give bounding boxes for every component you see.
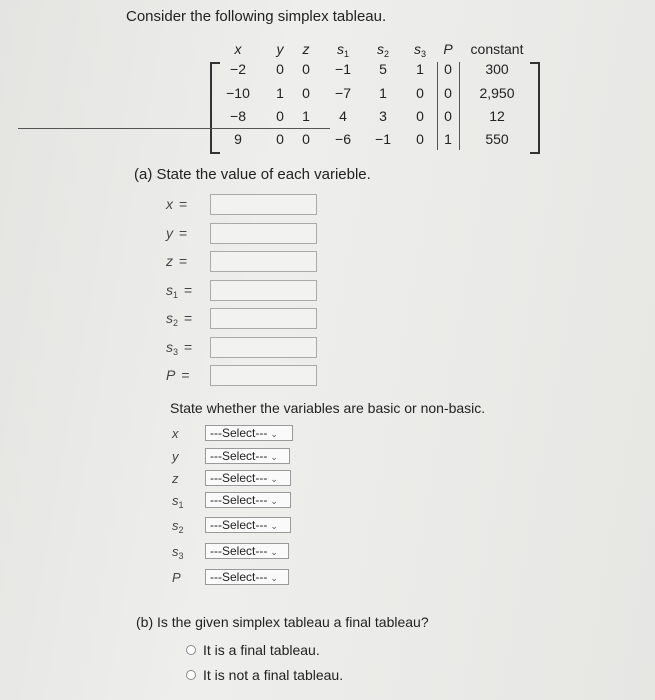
- value-input-s3[interactable]: [210, 337, 317, 358]
- tableau-cell: 12: [489, 108, 505, 124]
- value-input-y[interactable]: [210, 223, 317, 244]
- tableau-header-constant: [462, 41, 532, 57]
- tableau-cell: −10: [226, 85, 250, 101]
- header-name: s: [376, 41, 384, 57]
- tableau-objective-divider: [18, 128, 330, 129]
- basic-label-x: [172, 426, 179, 441]
- chevron-down-icon: ⌄: [270, 521, 278, 531]
- tableau-cell: 9: [234, 131, 242, 147]
- tableau-cell: 0: [276, 131, 284, 147]
- variable-subscript: 2: [173, 318, 179, 328]
- value-input-s2[interactable]: [210, 308, 317, 329]
- header-name: constant: [470, 41, 524, 57]
- variable-name: x: [166, 196, 173, 212]
- chevron-down-icon: ⌄: [270, 547, 278, 557]
- value-label-s1: [166, 282, 192, 300]
- basic-select-s1[interactable]: [205, 492, 291, 508]
- select-value: ---Select---: [210, 493, 268, 507]
- tableau-cell: 1: [416, 61, 424, 77]
- value-label-s2: [166, 310, 192, 328]
- tableau-cell: 550: [485, 131, 509, 147]
- tableau-cell: 0: [416, 85, 424, 101]
- tableau-cell: 0: [302, 85, 310, 101]
- value-input-z[interactable]: [210, 251, 317, 272]
- tableau-cell: 1: [302, 108, 310, 124]
- variable-subscript: 1: [178, 500, 184, 510]
- select-value: ---Select---: [210, 518, 268, 532]
- basic-select-y[interactable]: [205, 448, 290, 464]
- header-name: y: [276, 41, 284, 57]
- value-input-P[interactable]: [210, 365, 317, 386]
- basic-label-z: [172, 471, 179, 486]
- radio-label: It is not a final tableau.: [203, 667, 344, 683]
- tableau-cell: 0: [302, 61, 310, 77]
- header-subscript: 2: [383, 49, 389, 59]
- header-name: P: [443, 41, 453, 57]
- part-b-label: (b) Is the given simplex tableau a final tableau?: [136, 614, 429, 630]
- tableau-cell: 5: [379, 61, 387, 77]
- basic-label-P: [172, 570, 181, 585]
- select-value: ---Select---: [210, 426, 268, 440]
- variable-subscript: 3: [173, 347, 179, 357]
- part-a-label: (a) State the value of each varieble.: [134, 166, 371, 183]
- basic-select-x[interactable]: [205, 425, 293, 441]
- header-name: x: [234, 41, 242, 57]
- tableau-cell: −8: [230, 108, 246, 124]
- tableau-header-z: [286, 41, 326, 57]
- variable-name: x: [172, 426, 179, 441]
- chevron-down-icon: ⌄: [270, 474, 278, 484]
- select-value: ---Select---: [210, 544, 268, 558]
- variable-name: z: [166, 253, 173, 269]
- header-subscript: 3: [420, 49, 426, 59]
- value-input-s1[interactable]: [210, 280, 317, 301]
- basic-label-s3: [172, 544, 184, 561]
- equals-sign: =: [181, 367, 190, 383]
- value-input-x[interactable]: [210, 194, 317, 215]
- variable-name: y: [166, 225, 173, 241]
- value-label-P: [166, 367, 190, 383]
- radio-button[interactable]: [186, 645, 196, 655]
- value-label-z: [166, 253, 187, 269]
- chevron-down-icon: ⌄: [270, 429, 278, 439]
- equals-sign: =: [184, 310, 193, 326]
- tableau-cell: 1: [444, 131, 452, 147]
- basic-select-P[interactable]: [205, 569, 289, 585]
- equals-sign: =: [179, 196, 188, 212]
- variable-name: P: [172, 570, 181, 585]
- tableau-cell: −7: [335, 85, 351, 101]
- variable-subscript: 1: [173, 290, 179, 300]
- chevron-down-icon: ⌄: [270, 573, 278, 583]
- equals-sign: =: [179, 253, 188, 269]
- tableau-cell: 0: [276, 108, 284, 124]
- basic-label-y: [172, 449, 179, 464]
- variable-name: s: [166, 310, 173, 326]
- tableau-cell: 0: [444, 85, 452, 101]
- variable-name: s: [172, 493, 179, 508]
- variable-subscript: 2: [178, 525, 184, 535]
- header-subscript: 1: [343, 49, 349, 59]
- variable-name: s: [166, 339, 173, 355]
- tableau-cell: −6: [335, 131, 351, 147]
- tableau-cell: −1: [375, 131, 391, 147]
- select-value: ---Select---: [210, 471, 268, 485]
- tableau-cell: 2,950: [479, 85, 515, 101]
- chevron-down-icon: ⌄: [270, 452, 278, 462]
- radio-button[interactable]: [186, 670, 196, 680]
- radio-label: It is a final tableau.: [203, 642, 320, 658]
- header-name: z: [302, 41, 310, 57]
- value-label-x: [166, 196, 187, 212]
- tableau-cell: 0: [416, 108, 424, 124]
- tableau-cell: 0: [302, 131, 310, 147]
- equals-sign: =: [179, 225, 188, 241]
- variable-name: s: [172, 518, 179, 533]
- question-prompt: Consider the following simplex tableau.: [126, 8, 387, 25]
- basic-select-s2[interactable]: [205, 517, 291, 533]
- tableau-cell: 0: [444, 108, 452, 124]
- variable-subscript: 3: [178, 551, 184, 561]
- value-label-s3: [166, 339, 192, 357]
- equals-sign: =: [184, 282, 193, 298]
- tableau-cell: −1: [335, 61, 351, 77]
- chevron-down-icon: ⌄: [270, 496, 278, 506]
- tableau-cell: 1: [276, 85, 284, 101]
- variable-name: y: [172, 449, 179, 464]
- equals-sign: =: [184, 339, 193, 355]
- tableau-cell: 4: [339, 108, 347, 124]
- basic-prompt: State whether the variables are basic or non-basic.: [170, 400, 486, 416]
- variable-name: P: [166, 367, 176, 383]
- variable-name: s: [172, 544, 179, 559]
- tableau-header-s2: [363, 41, 403, 59]
- basic-label-s2: [172, 518, 184, 535]
- select-value: ---Select---: [210, 570, 268, 584]
- basic-select-s3[interactable]: [205, 543, 289, 559]
- tableau-cell: 0: [444, 61, 452, 77]
- final-tableau-option-2[interactable]: [186, 667, 343, 683]
- tableau-cell: −2: [230, 61, 246, 77]
- variable-name: z: [172, 471, 179, 486]
- header-name: s: [336, 41, 344, 57]
- header-name: s: [413, 41, 421, 57]
- basic-select-z[interactable]: [205, 470, 291, 486]
- select-value: ---Select---: [210, 449, 268, 463]
- tableau-cell: 0: [276, 61, 284, 77]
- tableau-cell: 0: [416, 131, 424, 147]
- tableau-cell: 300: [485, 61, 509, 77]
- tableau-header-s1: [323, 41, 363, 59]
- matrix-right-bracket: [530, 62, 540, 154]
- variable-name: s: [166, 282, 173, 298]
- final-tableau-option-1[interactable]: [186, 642, 320, 658]
- tableau-cell: 1: [379, 85, 387, 101]
- value-label-y: [166, 225, 187, 241]
- tableau-cell: 3: [379, 108, 387, 124]
- basic-label-s1: [172, 493, 184, 510]
- tableau-header-x: [218, 41, 258, 57]
